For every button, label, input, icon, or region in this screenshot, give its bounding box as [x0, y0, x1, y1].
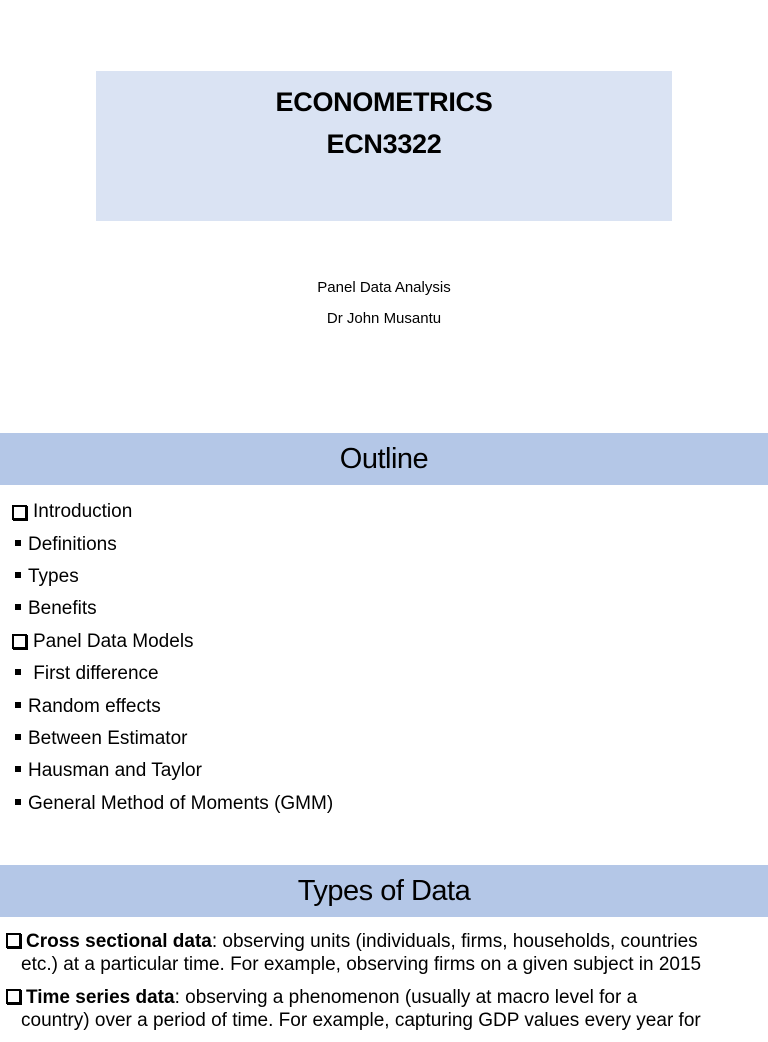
checkbox-bullet-icon	[12, 634, 27, 649]
outline-item	[12, 658, 333, 690]
outline-item	[12, 496, 333, 528]
square-bullet-icon	[15, 766, 21, 772]
square-bullet-icon	[15, 734, 21, 740]
checkbox-bullet-icon	[6, 933, 21, 948]
outline-item-label: Panel Data Models	[33, 630, 194, 652]
outline-item-label: Between Estimator	[28, 727, 188, 749]
cross-sectional-text-1: : observing units (individuals, firms, households, countries	[211, 931, 698, 952]
time-series-paragraph	[6, 986, 766, 1032]
time-series-term: Time series data	[26, 987, 175, 1008]
course-code: ECN3322	[326, 129, 442, 159]
square-bullet-icon	[15, 669, 21, 675]
outline-item	[12, 723, 333, 755]
square-bullet-icon	[15, 572, 21, 578]
course-title: ECONOMETRICS	[275, 87, 493, 117]
square-bullet-icon	[15, 604, 21, 610]
checkbox-bullet-icon	[6, 989, 21, 1004]
outline-item-label: Introduction	[33, 501, 133, 523]
types-body	[6, 930, 766, 1042]
lecture-subtitle: Panel Data Analysis	[317, 279, 451, 296]
outline-item-label: First difference	[28, 663, 159, 685]
outline-item-label: Definitions	[28, 533, 117, 555]
outline-item-label: Types	[28, 565, 79, 587]
square-bullet-icon	[15, 540, 21, 546]
outline-item	[12, 626, 333, 658]
outline-list	[12, 496, 333, 820]
cross-sectional-paragraph	[6, 930, 766, 976]
checkbox-bullet-icon	[12, 505, 27, 520]
square-bullet-icon	[15, 799, 21, 805]
outline-item	[12, 690, 333, 722]
outline-item-label: Benefits	[28, 598, 97, 620]
outline-item	[12, 528, 333, 560]
outline-item	[12, 788, 333, 820]
time-series-text-2: country) over a period of time. For example, capturing GDP values every year for	[21, 1010, 701, 1031]
types-heading: Types of Data	[0, 865, 768, 917]
title-box	[96, 71, 672, 221]
cross-sectional-text-2: etc.) at a particular time. For example, observing firms on a given subject in 2015	[21, 954, 702, 975]
lecturer-name: Dr John Musantu	[326, 310, 442, 327]
outline-item	[12, 593, 333, 625]
outline-item-label: General Method of Moments (GMM)	[28, 792, 334, 814]
outline-heading: Outline	[0, 433, 768, 485]
outline-item-label: Random effects	[28, 695, 161, 717]
time-series-text-1: : observing a phenomenon (usually at macro level for a	[174, 987, 638, 1008]
cross-sectional-term: Cross sectional data	[26, 931, 212, 952]
outline-item-label: Hausman and Taylor	[28, 760, 202, 782]
outline-item	[12, 755, 333, 787]
outline-item	[12, 561, 333, 593]
square-bullet-icon	[15, 702, 21, 708]
